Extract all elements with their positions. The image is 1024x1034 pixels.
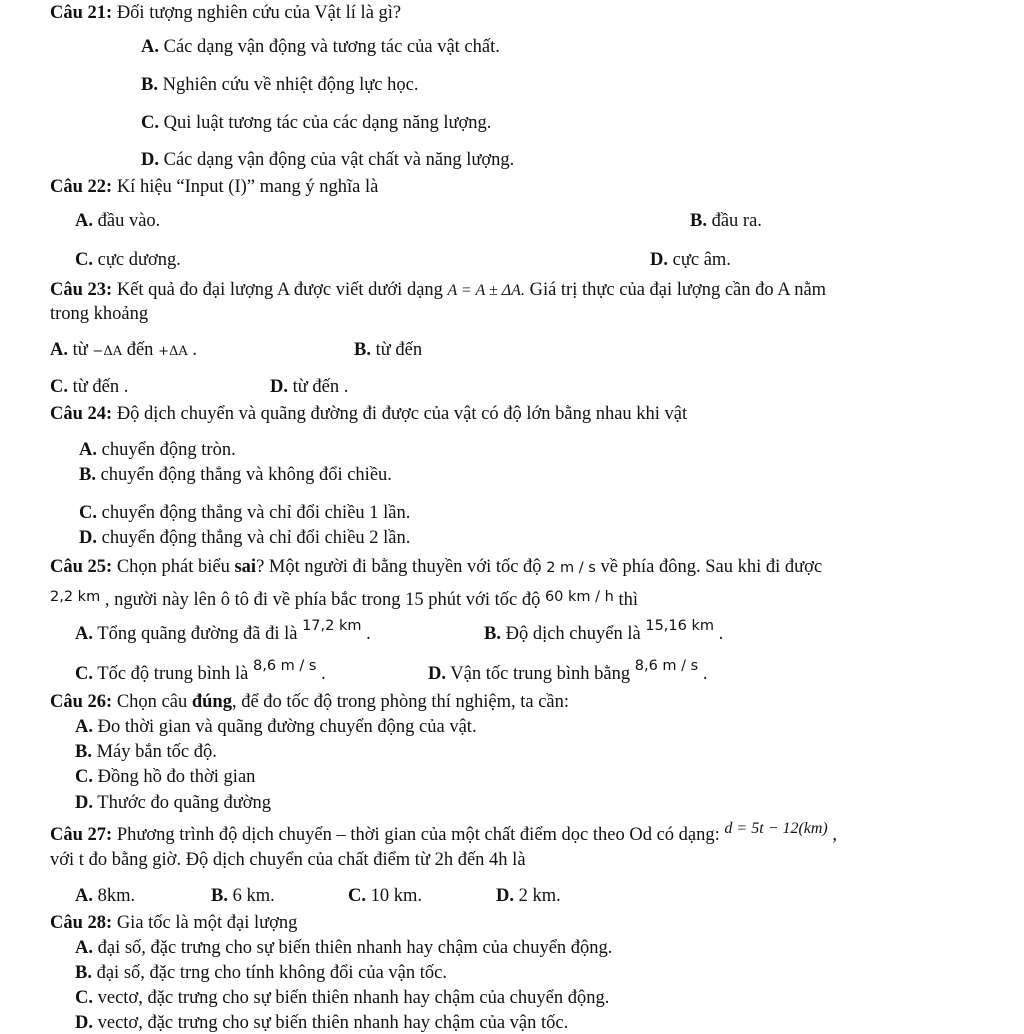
distance-value: 2,2 km [50,589,101,605]
option-text: chuyển động thẳng và chỉ đổi chiều 1 lần. [97,503,411,523]
option-text: 8km. [93,886,136,906]
emphasis-word: sai [234,557,257,577]
option-27-d[interactable] [496,886,561,907]
option-key: C. [50,377,68,397]
option-27-a[interactable] [75,886,135,907]
option-text: chuyển động thẳng và không đổi chiều. [95,465,392,485]
option-text: chuyển động tròn. [97,440,236,460]
option-26-a[interactable] [75,717,477,738]
option-value: 17,2 km [302,618,362,634]
option-28-b[interactable] [75,963,447,984]
option-key: A. [50,340,68,360]
option-text: đầu ra. [706,211,762,231]
option-value: 8,6 m / s [634,658,699,674]
option-text: từ [68,340,93,360]
option-text: Thước đo quãng đường [93,793,272,813]
option-23-c[interactable] [50,377,128,398]
question-label: Câu 28: [50,913,113,933]
formula: A = A ± ΔA. [447,282,525,299]
question-text: về phía đông. Sau khi đi được [595,557,823,577]
option-key: D. [496,886,514,906]
option-22-a[interactable] [75,211,160,232]
option-21-a[interactable] [141,37,500,58]
question-text: Chọn phát biểu [112,557,235,577]
option-key: C. [75,988,93,1008]
option-key: D. [141,150,159,170]
option-21-b[interactable] [141,75,418,96]
option-key: D. [428,664,446,684]
option-key: B. [75,742,92,762]
option-22-b[interactable] [690,211,762,232]
option-24-b[interactable] [79,465,392,486]
option-24-a[interactable] [79,440,236,461]
option-28-d[interactable] [75,1013,568,1034]
question-25-line2 [50,590,638,611]
option-text: Đo thời gian và quãng đường chuyển động của vật. [93,717,477,737]
question-text: , để đo tốc độ trong phòng thí nghiệm, ta cần: [231,692,569,712]
question-text: , [827,825,838,845]
option-key: A. [75,211,93,231]
option-text: 6 km. [227,886,275,906]
option-key: D. [75,793,93,813]
question-label: Câu 22: [50,177,113,197]
option-key: A. [75,886,93,906]
option-key: B. [690,211,707,231]
option-25-d[interactable] [428,658,708,685]
option-text: . [698,664,708,684]
option-26-b[interactable] [75,742,217,763]
option-key: B. [79,465,96,485]
option-text: Máy bắn tốc độ. [91,742,217,762]
speed-value: 60 km / h [544,589,614,605]
option-24-c[interactable] [79,503,410,524]
question-21 [50,3,401,24]
option-key: D. [79,528,97,548]
option-key: C. [75,664,93,684]
option-value: 8,6 m / s [252,658,317,674]
option-key: C. [348,886,366,906]
option-text: từ đến . [288,377,349,397]
option-text: . [714,624,724,644]
option-text: Đồng hồ đo thời gian [93,767,256,787]
option-21-d[interactable] [141,150,514,171]
question-text: Đối tượng nghiên cứu của Vật lí là gì? [112,3,402,23]
option-key: A. [75,938,93,958]
question-25 [50,557,822,578]
option-25-c[interactable] [75,658,326,685]
option-text: . [316,664,326,684]
option-text: Các dạng vận động của vật chất và năng lượng. [159,150,515,170]
option-key: B. [141,75,158,95]
option-key: C. [75,250,93,270]
option-key: B. [354,340,371,360]
option-text: . [361,624,371,644]
question-text: Độ dịch chuyển và quãng đường đi được của vật có độ lớn bằng nhau khi vật [112,404,688,424]
question-24 [50,404,687,425]
option-21-c[interactable] [141,113,491,134]
speed-value: 2 m / s [546,560,596,576]
option-text: đến [122,340,159,360]
question-text: thì [613,590,638,610]
option-key: A. [141,37,159,57]
emphasis-word: đúng [191,692,232,712]
math-plus-delta: +ΔA [158,344,188,359]
option-text: Tốc độ trung bình là [93,664,253,684]
question-text: Gia tốc là một đại lượng [112,913,298,933]
option-key: A. [79,440,97,460]
option-27-c[interactable] [348,886,422,907]
option-24-d[interactable] [79,528,410,549]
option-value: 15,16 km [645,618,714,634]
option-key: B. [211,886,228,906]
question-23 [50,280,826,301]
question-label: Câu 25: [50,557,113,577]
option-23-b[interactable] [354,340,422,361]
option-26-d[interactable] [75,793,271,814]
option-text: từ đến [370,340,423,360]
formula: d = 5t − 12(km) [724,820,828,837]
option-key: B. [75,963,92,983]
option-text: vectơ, đặc trưng cho sự biến thiên nhanh hay chậm của vận tốc. [93,1013,569,1033]
option-text: Các dạng vận động và tương tác của vật chất. [159,37,500,57]
option-text: . [187,340,197,360]
question-27-line2: với t đo bằng giờ. Độ dịch chuyển của chất điểm từ 2h đến 4h là [50,850,526,870]
question-27 [50,820,838,846]
question-26 [50,692,569,713]
option-23-d[interactable] [270,377,348,398]
option-text: 2 km. [514,886,561,906]
question-label: Câu 27: [50,825,113,845]
option-28-a[interactable] [75,938,612,959]
question-label: Câu 24: [50,404,113,424]
question-text: Chọn câu [112,692,192,712]
option-text: Độ dịch chuyển là [500,624,646,644]
question-label: Câu 21: [50,3,113,23]
option-25-b[interactable] [484,618,724,645]
option-text: đại số, đặc trng cho tính không đổi của vận tốc. [91,963,447,983]
option-text: cực âm. [668,250,731,270]
option-22-c[interactable] [75,250,181,271]
option-text: đại số, đặc trưng cho sự biến thiên nhanh hay chậm của chuyển động. [93,938,613,958]
question-text: ? Một người đi bằng thuyền với tốc độ [256,557,547,577]
question-28 [50,913,297,934]
question-text: Kí hiệu “Input (I)” mang ý nghĩa là [112,177,379,197]
option-key: C. [75,767,93,787]
question-text: Kết quả đo đại lượng A được viết dưới dạng [112,280,443,300]
option-key: C. [79,503,97,523]
option-text: cực dương. [93,250,181,270]
question-label: Câu 26: [50,692,113,712]
option-22-d[interactable] [650,250,731,271]
option-key: D. [75,1013,93,1033]
question-text: Phương trình độ dịch chuyển – thời gian của một chất điểm dọc theo Od có dạng: [112,825,725,845]
option-text: vectơ, đặc trưng cho sự biến thiên nhanh hay chậm của chuyển động. [93,988,610,1008]
math-minus-delta: −ΔA [92,344,123,359]
option-text: đầu vào. [93,211,161,231]
option-text: 10 km. [366,886,423,906]
option-key: A. [75,717,93,737]
question-text: , người này lên ô tô đi về phía bắc trong 15 phút với tốc độ [100,590,545,610]
option-key: D. [270,377,288,397]
option-25-a[interactable] [75,618,371,645]
option-text: Qui luật tương tác của các dạng năng lượng. [159,113,492,133]
option-key: B. [484,624,501,644]
option-key: C. [141,113,159,133]
option-26-c[interactable] [75,767,255,788]
question-22 [50,177,378,198]
option-text: Vận tốc trung bình bằng [446,664,635,684]
option-text: từ đến . [68,377,129,397]
option-key: D. [650,250,668,270]
question-text-after: Giá trị thực của đại lượng cần đo A nằm [524,280,827,300]
question-label: Câu 23: [50,280,113,300]
option-28-c[interactable] [75,988,609,1009]
question-23-line2: trong khoảng [50,304,149,324]
option-text: Tổng quãng đường đã đi là [93,624,303,644]
option-23-a[interactable] [50,340,197,361]
option-key: A. [75,624,93,644]
option-text: Nghiên cứu về nhiệt động lực học. [157,75,419,95]
option-text: chuyển động thẳng và chỉ đổi chiều 2 lần. [97,528,411,548]
option-27-b[interactable] [211,886,275,907]
